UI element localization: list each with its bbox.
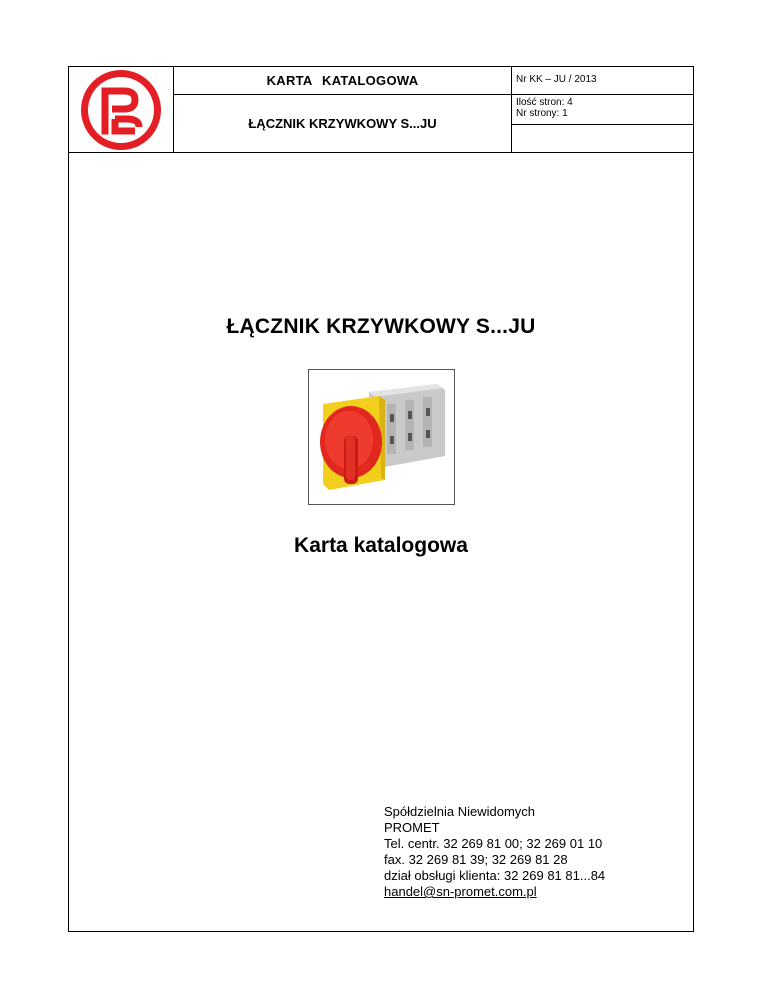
cam-switch-image xyxy=(309,370,454,504)
product-photo xyxy=(308,369,455,505)
document-number: Nr KK – JU / 2013 xyxy=(512,67,693,95)
page-subtitle: Karta katalogowa xyxy=(294,534,468,557)
page-info xyxy=(512,95,693,125)
doc-type-label: KARTA KATALOGOWA xyxy=(174,67,512,95)
fax-line: fax. 32 269 81 39; 32 269 81 28 xyxy=(384,852,568,867)
page-count: Ilość stron: 4 xyxy=(516,97,573,108)
page-title: ŁĄCZNIK KRZYWKOWY S...JU xyxy=(226,315,536,338)
company-name-line2: PROMET xyxy=(384,820,440,835)
phone-line: Tel. centr. 32 269 81 00; 32 269 01 10 xyxy=(384,836,603,851)
product-short-name: ŁĄCZNIK KRZYWKOWY S...JU xyxy=(174,95,512,153)
page-number: Nr strony: 1 xyxy=(516,108,568,119)
service-line: dział obsługi klienta: 32 269 81 81...84 xyxy=(384,868,606,883)
email-link[interactable]: handel@sn-promet.com.pl xyxy=(384,884,537,899)
header-table xyxy=(69,67,693,153)
logo-cell xyxy=(69,67,174,153)
contact-block xyxy=(384,804,605,900)
catalog-card-frame xyxy=(68,66,694,932)
company-logo-icon xyxy=(69,67,174,153)
company-name-line1: Spółdzielnia Niewidomych xyxy=(384,804,536,819)
empty-info-cell xyxy=(512,125,693,153)
